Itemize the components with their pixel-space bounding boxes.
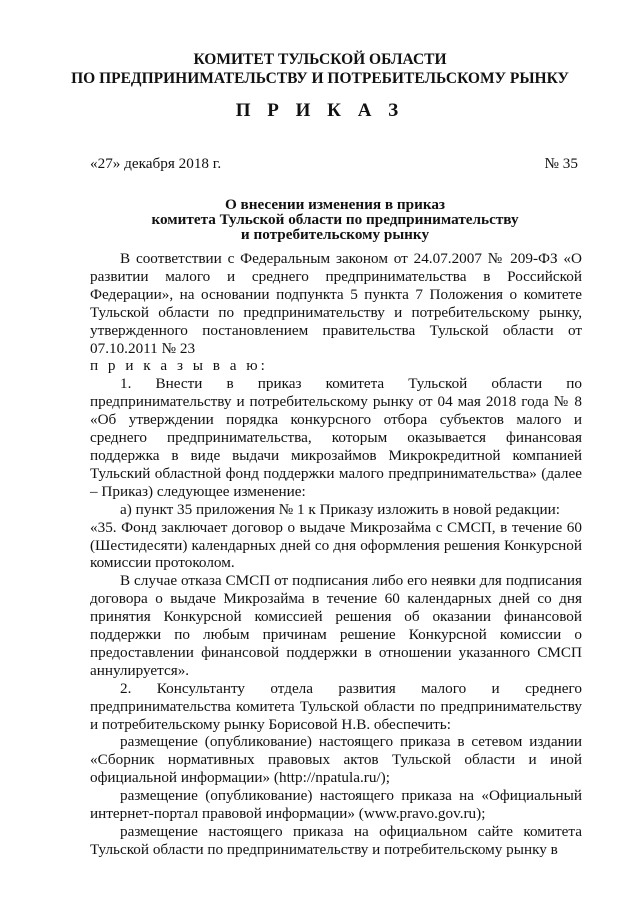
paragraph-subitem-a: а) пункт 35 приложения № 1 к Приказу изложить в новой редакции: [120,500,561,518]
subject-line-2: комитета Тульской области по предпринимательству [151,211,519,228]
org-line-1: КОМИТЕТ ТУЛЬСКОЙ ОБЛАСТИ [193,51,447,68]
paragraph-refusal: В случае отказа СМСП от подписания либо его неявки для подписания договора о выдаче Микрозайма в течение 60 календарных дней со дня принятия Конкурсной комиссией решения об оказании финансовой поддержки по любым причинам решение Конкурсной комиссии о предоставлении финансовой поддержки в отношении указанного СМСП аннулируется». [90,572,582,679]
order-subject [90,197,580,242]
paragraph-order-verb: п р и к а з ы в а ю: [90,357,268,375]
order-number: № 35 [544,155,578,172]
organization-header [60,50,580,88]
subject-line-1: О внесении изменения в приказ [224,196,446,213]
subject-line-3: и потребительскому рынку [240,226,430,243]
paragraph-quoted-35: «35. Фонд заключает договор о выдаче Микрозайма с СМСП, в течение 60 (Шестидесяти) календарных дней со дня оформления решения Конкурсной комиссии протоколом. [90,518,582,572]
paragraph-item-2: 2. Консультанту отдела развития малого и среднего предпринимательства комитета Тульской области по предпринимательству и потребительскому рынку Борисовой Н.В. обеспечить: [90,679,582,733]
paragraph-publication-1: размещение (опубликование) настоящего приказа в сетевом издании «Сборник нормативных правовых актов Тульской области и иной официальной информации» (http://npatula.ru/); [90,733,582,787]
paragraph-publication-2: размещение (опубликование) настоящего приказа на «Официальный интернет-портал правовой информации» (www.pravo.gov.ru); [90,787,582,823]
paragraph-preamble: В соответствии с Федеральным законом от 24.07.2007 № 209-ФЗ «О развитии малого и среднего предпринимательства в Российской Федерации», на основании подпункта 5 пункта 7 Положения о комитете Тульской области по предпринимательству и потребительскому рынку, утвержденного постановлением правительства Тульской области от 07.10.2011 № 23 [90,250,582,357]
document-type-title: П Р И К А З [235,100,405,121]
document-body [90,250,582,859]
paragraph-item-1: 1. Внести в приказ комитета Тульской области по предпринимательству и потребительскому рынку от 04 мая 2018 года № 8 «Об утверждении порядка конкурсного отбора субъектов малого и среднего предпринимательства, которым оказывается финансовая поддержка в виде выдачи микрозаймов Микрокредитной компанией Тульский областной фонд поддержки малого предпринимательства» (далее – Приказ) следующее изменение: [90,375,582,500]
order-date: «27» декабря 2018 г. [90,155,222,172]
paragraph-publication-3: размещение настоящего приказа на официальном сайте комитета Тульской области по предпринимательству и потребительскому рынку в [90,823,582,858]
org-line-2: ПО ПРЕДПРИНИМАТЕЛЬСТВУ И ПОТРЕБИТЕЛЬСКОМУ РЫНКУ [71,70,569,87]
